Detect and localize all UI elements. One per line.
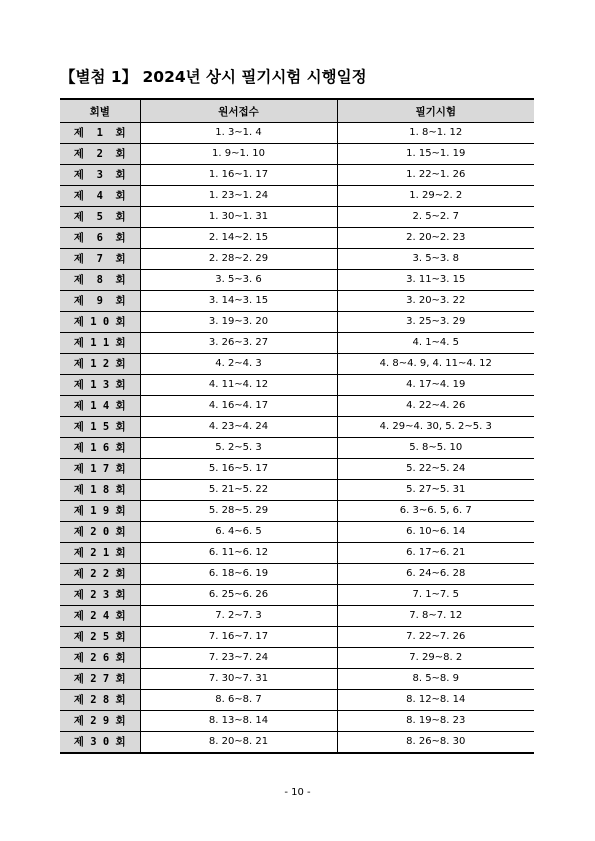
table-row bbox=[60, 123, 534, 144]
table-row bbox=[60, 606, 534, 627]
exam-period-cell: 7. 22~7. 26 bbox=[337, 627, 534, 648]
application-period-cell: 1. 23~1. 24 bbox=[140, 186, 337, 207]
round-cell: 제 6 회 bbox=[60, 228, 140, 249]
round-cell: 제 3 0 회 bbox=[60, 732, 140, 754]
round-cell: 제 1 회 bbox=[60, 123, 140, 144]
application-period-cell: 1. 16~1. 17 bbox=[140, 165, 337, 186]
application-period-cell: 4. 23~4. 24 bbox=[140, 417, 337, 438]
exam-period-cell: 4. 8~4. 9, 4. 11~4. 12 bbox=[337, 354, 534, 375]
table-row bbox=[60, 312, 534, 333]
table-row bbox=[60, 669, 534, 690]
exam-period-cell: 7. 29~8. 2 bbox=[337, 648, 534, 669]
round-cell: 제 9 회 bbox=[60, 291, 140, 312]
application-period-cell: 3. 26~3. 27 bbox=[140, 333, 337, 354]
application-period-cell: 1. 30~1. 31 bbox=[140, 207, 337, 228]
application-period-cell: 6. 4~6. 5 bbox=[140, 522, 337, 543]
table-row bbox=[60, 228, 534, 249]
exam-period-cell: 7. 8~7. 12 bbox=[337, 606, 534, 627]
table-row bbox=[60, 648, 534, 669]
round-cell: 제 1 5 회 bbox=[60, 417, 140, 438]
exam-period-cell: 6. 3~6. 5, 6. 7 bbox=[337, 501, 534, 522]
round-cell: 제 2 2 회 bbox=[60, 564, 140, 585]
round-cell: 제 1 6 회 bbox=[60, 438, 140, 459]
round-cell: 제 2 0 회 bbox=[60, 522, 140, 543]
exam-period-cell: 5. 22~5. 24 bbox=[337, 459, 534, 480]
exam-period-cell: 6. 17~6. 21 bbox=[337, 543, 534, 564]
round-cell: 제 2 6 회 bbox=[60, 648, 140, 669]
table-row bbox=[60, 291, 534, 312]
table-row bbox=[60, 375, 534, 396]
round-cell: 제 2 4 회 bbox=[60, 606, 140, 627]
page-number: - 10 - bbox=[284, 787, 311, 798]
header-exam: 필기시험 bbox=[337, 99, 534, 123]
exam-period-cell: 3. 11~3. 15 bbox=[337, 270, 534, 291]
exam-period-cell: 6. 24~6. 28 bbox=[337, 564, 534, 585]
exam-period-cell: 6. 10~6. 14 bbox=[337, 522, 534, 543]
exam-period-cell: 5. 8~5. 10 bbox=[337, 438, 534, 459]
table-row bbox=[60, 144, 534, 165]
exam-period-cell: 3. 5~3. 8 bbox=[337, 249, 534, 270]
application-period-cell: 5. 21~5. 22 bbox=[140, 480, 337, 501]
application-period-cell: 2. 28~2. 29 bbox=[140, 249, 337, 270]
application-period-cell: 3. 19~3. 20 bbox=[140, 312, 337, 333]
round-cell: 제 1 9 회 bbox=[60, 501, 140, 522]
exam-period-cell: 8. 19~8. 23 bbox=[337, 711, 534, 732]
round-cell: 제 7 회 bbox=[60, 249, 140, 270]
table-row bbox=[60, 417, 534, 438]
round-cell: 제 2 1 회 bbox=[60, 543, 140, 564]
exam-period-cell: 3. 20~3. 22 bbox=[337, 291, 534, 312]
exam-period-cell: 2. 5~2. 7 bbox=[337, 207, 534, 228]
exam-period-cell: 1. 29~2. 2 bbox=[337, 186, 534, 207]
table-row bbox=[60, 354, 534, 375]
application-period-cell: 5. 2~5. 3 bbox=[140, 438, 337, 459]
application-period-cell: 7. 16~7. 17 bbox=[140, 627, 337, 648]
table-row bbox=[60, 543, 534, 564]
exam-period-cell: 3. 25~3. 29 bbox=[337, 312, 534, 333]
round-cell: 제 1 7 회 bbox=[60, 459, 140, 480]
exam-period-cell: 4. 29~4. 30, 5. 2~5. 3 bbox=[337, 417, 534, 438]
round-cell: 제 1 3 회 bbox=[60, 375, 140, 396]
application-period-cell: 8. 20~8. 21 bbox=[140, 732, 337, 754]
exam-period-cell: 7. 1~7. 5 bbox=[337, 585, 534, 606]
round-cell: 제 2 7 회 bbox=[60, 669, 140, 690]
round-cell: 제 2 3 회 bbox=[60, 585, 140, 606]
table-row bbox=[60, 249, 534, 270]
application-period-cell: 8. 13~8. 14 bbox=[140, 711, 337, 732]
exam-period-cell: 8. 26~8. 30 bbox=[337, 732, 534, 754]
round-cell: 제 2 8 회 bbox=[60, 690, 140, 711]
application-period-cell: 3. 14~3. 15 bbox=[140, 291, 337, 312]
exam-period-cell: 8. 5~8. 9 bbox=[337, 669, 534, 690]
exam-period-cell: 2. 20~2. 23 bbox=[337, 228, 534, 249]
table-row bbox=[60, 564, 534, 585]
round-cell: 제 1 8 회 bbox=[60, 480, 140, 501]
round-cell: 제 2 회 bbox=[60, 144, 140, 165]
table-row bbox=[60, 396, 534, 417]
exam-period-cell: 8. 12~8. 14 bbox=[337, 690, 534, 711]
exam-schedule-table bbox=[60, 98, 534, 754]
exam-period-cell: 4. 22~4. 26 bbox=[337, 396, 534, 417]
round-cell: 제 8 회 bbox=[60, 270, 140, 291]
application-period-cell: 2. 14~2. 15 bbox=[140, 228, 337, 249]
application-period-cell: 1. 3~1. 4 bbox=[140, 123, 337, 144]
round-cell: 제 2 5 회 bbox=[60, 627, 140, 648]
table-row bbox=[60, 732, 534, 754]
table-row bbox=[60, 438, 534, 459]
round-cell: 제 1 0 회 bbox=[60, 312, 140, 333]
round-cell: 제 1 4 회 bbox=[60, 396, 140, 417]
document-title: 【별첨 1】 2024년 상시 필기시험 시행일정 bbox=[60, 68, 367, 86]
round-cell: 제 1 1 회 bbox=[60, 333, 140, 354]
application-period-cell: 6. 18~6. 19 bbox=[140, 564, 337, 585]
table-row bbox=[60, 165, 534, 186]
application-period-cell: 6. 11~6. 12 bbox=[140, 543, 337, 564]
table-row bbox=[60, 522, 534, 543]
round-cell: 제 1 2 회 bbox=[60, 354, 140, 375]
exam-period-cell: 1. 15~1. 19 bbox=[337, 144, 534, 165]
table-row bbox=[60, 627, 534, 648]
round-cell: 제 4 회 bbox=[60, 186, 140, 207]
application-period-cell: 3. 5~3. 6 bbox=[140, 270, 337, 291]
table-row bbox=[60, 480, 534, 501]
table-row bbox=[60, 711, 534, 732]
application-period-cell: 4. 16~4. 17 bbox=[140, 396, 337, 417]
table-row bbox=[60, 207, 534, 228]
application-period-cell: 7. 30~7. 31 bbox=[140, 669, 337, 690]
round-cell: 제 5 회 bbox=[60, 207, 140, 228]
application-period-cell: 7. 23~7. 24 bbox=[140, 648, 337, 669]
header-round: 회별 bbox=[60, 99, 140, 123]
table-header-row bbox=[60, 99, 534, 123]
table-row bbox=[60, 501, 534, 522]
table-row bbox=[60, 459, 534, 480]
round-cell: 제 3 회 bbox=[60, 165, 140, 186]
table-row bbox=[60, 186, 534, 207]
round-cell: 제 2 9 회 bbox=[60, 711, 140, 732]
application-period-cell: 7. 2~7. 3 bbox=[140, 606, 337, 627]
application-period-cell: 1. 9~1. 10 bbox=[140, 144, 337, 165]
table-row bbox=[60, 333, 534, 354]
table-row bbox=[60, 690, 534, 711]
exam-period-cell: 1. 8~1. 12 bbox=[337, 123, 534, 144]
table-row bbox=[60, 270, 534, 291]
exam-period-cell: 4. 1~4. 5 bbox=[337, 333, 534, 354]
application-period-cell: 5. 16~5. 17 bbox=[140, 459, 337, 480]
application-period-cell: 4. 11~4. 12 bbox=[140, 375, 337, 396]
exam-period-cell: 1. 22~1. 26 bbox=[337, 165, 534, 186]
table-body bbox=[60, 123, 534, 754]
application-period-cell: 6. 25~6. 26 bbox=[140, 585, 337, 606]
table-row bbox=[60, 585, 534, 606]
exam-period-cell: 5. 27~5. 31 bbox=[337, 480, 534, 501]
exam-period-cell: 4. 17~4. 19 bbox=[337, 375, 534, 396]
application-period-cell: 4. 2~4. 3 bbox=[140, 354, 337, 375]
application-period-cell: 8. 6~8. 7 bbox=[140, 690, 337, 711]
header-application: 원서접수 bbox=[140, 99, 337, 123]
application-period-cell: 5. 28~5. 29 bbox=[140, 501, 337, 522]
